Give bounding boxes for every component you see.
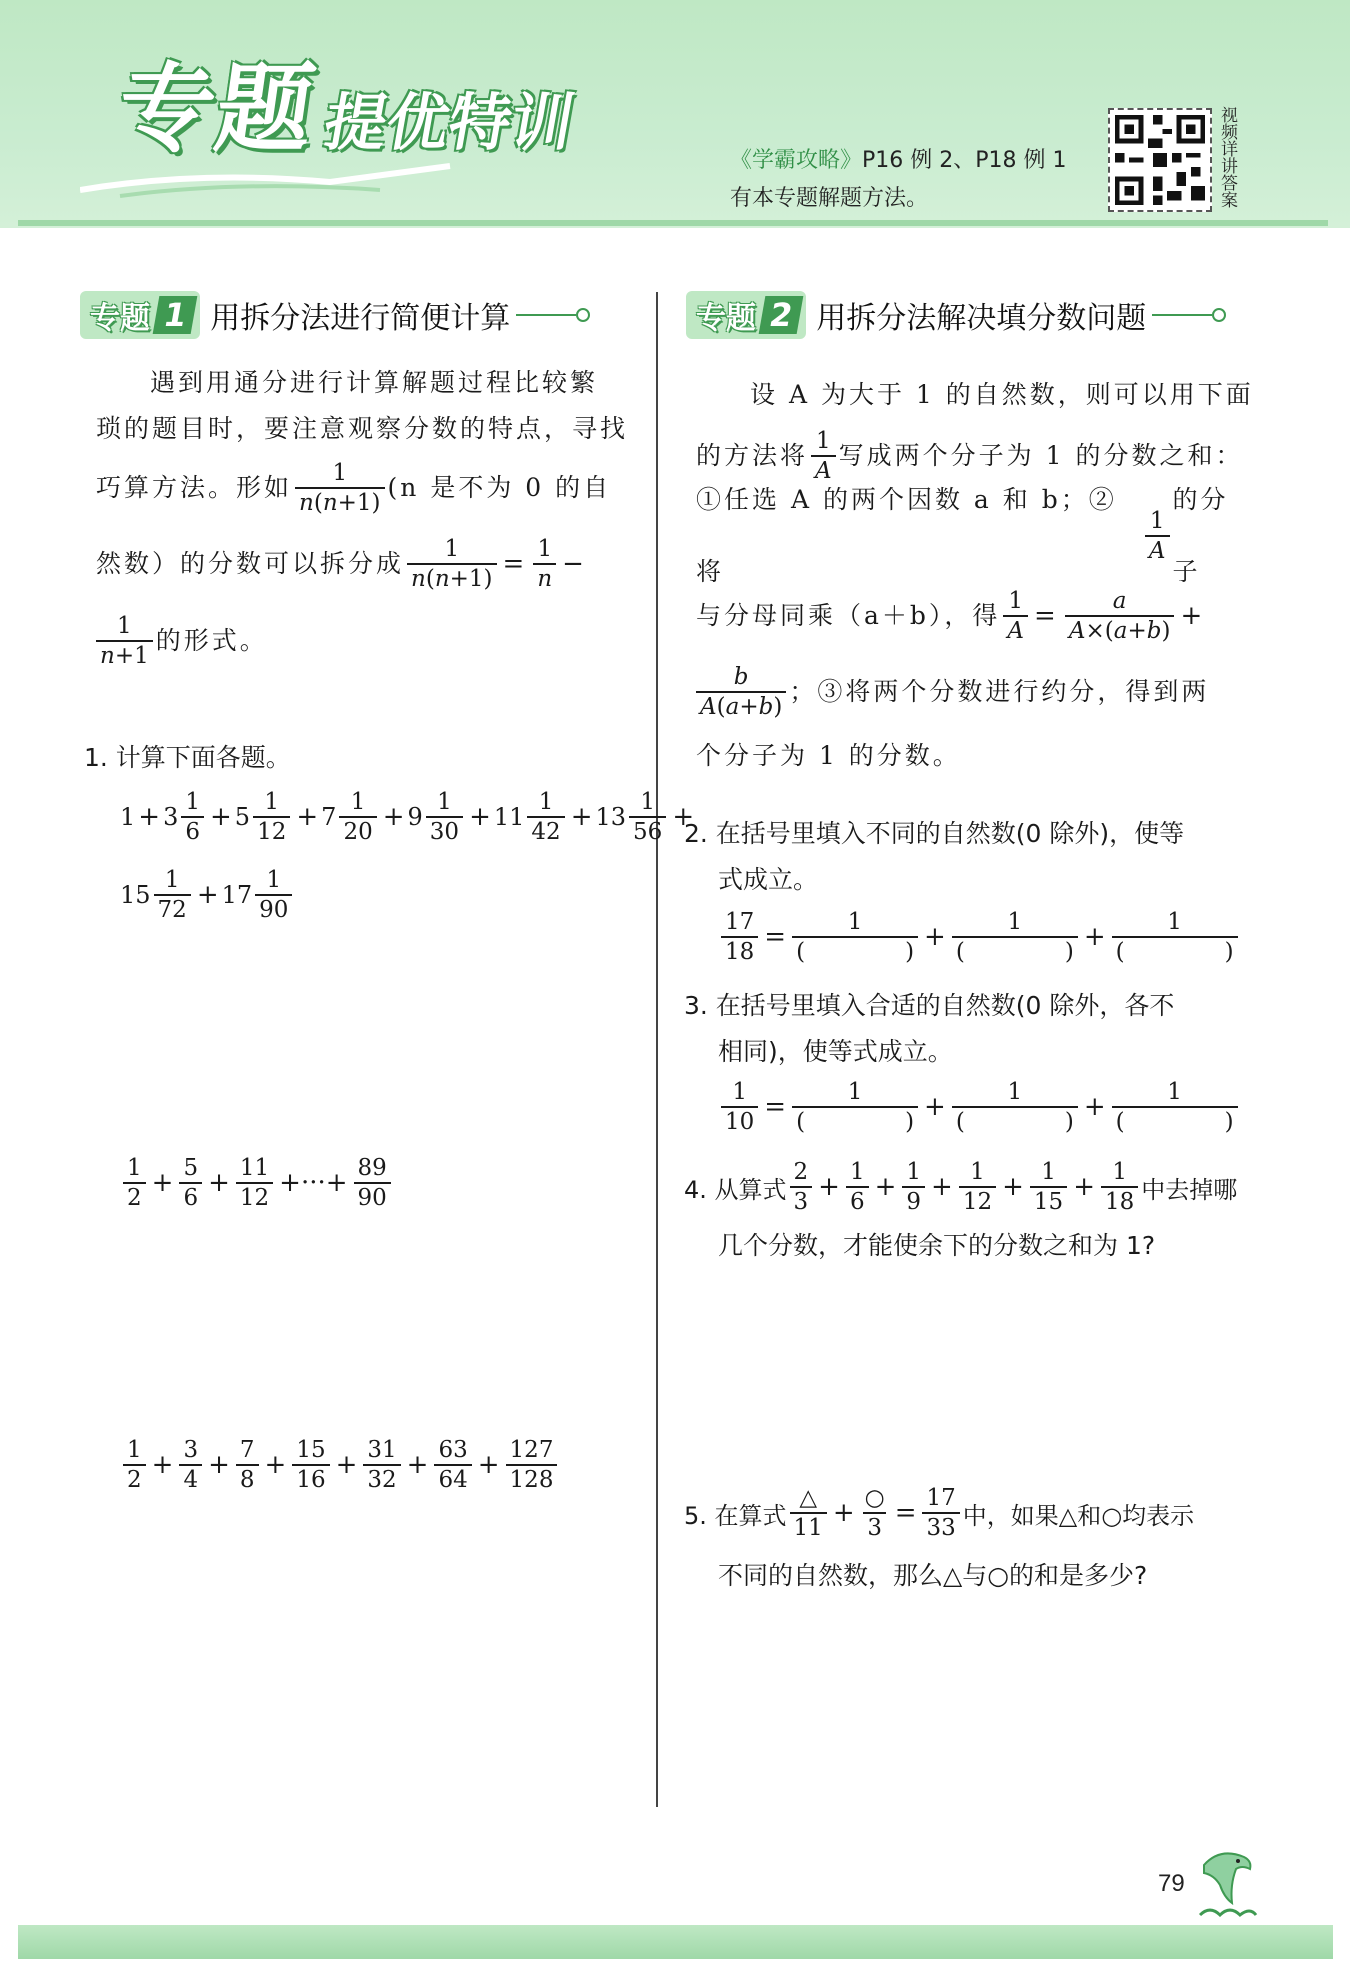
banner-title	[111, 53, 580, 170]
question-5-line2: 不同的自然数，那么△与○的和是多少?	[718, 1561, 1148, 1590]
dolphin-mascot-icon	[1190, 1845, 1260, 1925]
s1-intro-line3a: 巧算方法。形如	[96, 473, 293, 502]
q3-blank-2[interactable]: $\frac{1}{( )}$	[952, 1078, 1078, 1136]
column-divider	[656, 292, 658, 1807]
section1-number: 1	[153, 296, 198, 334]
reference-line2: 有本专题解题方法。	[730, 186, 929, 211]
section2-title: 用拆分法解决填分数问题	[816, 301, 1147, 336]
q2-equation: $\frac{17}{18}$ = $\frac{1}{( )}$ + $\frac{1}{( )}$ + $\frac{1}{( )}$	[718, 908, 1241, 966]
q5-line1a: 5. 在算式	[684, 1501, 787, 1530]
question-4-line2: 几个分数，才能使余下的分数之和为 1?	[718, 1231, 1156, 1260]
section2-header	[686, 288, 1266, 342]
section1-dot	[576, 308, 590, 322]
header-banner	[0, 0, 1350, 228]
q4-line1b: 中去掉哪	[1141, 1175, 1238, 1204]
section1-intro	[96, 360, 636, 678]
s2-intro-line3: ①任选 A 的两个因数 a 和 b；②将 $\frac{1}{A}$ 的分子	[696, 494, 1256, 578]
section1-tag-text: 专题	[90, 301, 150, 336]
section2-number: 2	[759, 296, 804, 334]
question-2-line2: 式成立。	[718, 865, 819, 894]
s1-intro-line4: 然数）的分数可以拆分成 $\frac{1}{n(n+1)}$ = $\frac{1}{n}$ −	[96, 524, 636, 604]
fraction-1-over-n: $\frac{1}{n}$	[533, 535, 556, 593]
section2-dot	[1212, 308, 1226, 322]
qr-code-icon[interactable]	[1108, 108, 1212, 212]
question-1-label: 1. 计算下面各题。	[84, 743, 291, 772]
page-number: 79	[1158, 1870, 1185, 1897]
q4-line1a: 4. 从算式	[684, 1175, 787, 1204]
question-2-line1: 2. 在括号里填入不同的自然数(0 除外)，使等	[684, 819, 1185, 848]
qr-label: 视频详讲答案	[1217, 106, 1237, 208]
s2-intro-line3b: 的分子	[1172, 485, 1229, 586]
s2-intro-line5: $\frac{b}{A(a+b)}$ ；③将两个分数进行约分，得到两	[696, 654, 1256, 730]
s2-intro-line1: 设 A 为大于 1 的自然数，则可以用下面	[750, 380, 1254, 409]
s1-intro-line5-text: 的形式。	[155, 626, 268, 655]
s1-intro-line3b: (n 是不为 0 的自	[387, 473, 612, 502]
section2-tag	[686, 291, 806, 339]
q2-blank-3[interactable]: $\frac{1}{( )}$	[1112, 908, 1238, 966]
q3-blank-1[interactable]: $\frac{1}{( )}$	[792, 1078, 918, 1136]
s2-intro-line2a: 的方法将	[696, 441, 809, 470]
reference-book: 《学霸攻略》	[730, 148, 863, 173]
section2-tag-text: 专题	[696, 301, 756, 336]
q1-expression-a-line2: 15 $\frac{1}{72}$ + 17 $\frac{1}{90}$	[120, 866, 295, 924]
q1-expression-c: $\frac{1}{2}$ + $\frac{3}{4}$ + $\frac{7}{8}$ + $\frac{15}{16}$ + $\frac{31}{32}$ + $\frac{63}{64}$ + $\frac{127}{128}$	[120, 1436, 560, 1494]
question-3-line1: 3. 在括号里填入合适的自然数(0 除外，各不	[684, 991, 1175, 1020]
question-4-line1: 4. 从算式 $\frac{2}{3}$ + $\frac{1}{6}$ + $\frac{1}{9}$ + $\frac{1}{12}$ + $\frac{1}{15}$ + $\frac{1}{18}$ 中去掉哪	[684, 1159, 1238, 1215]
q3-blank-3[interactable]: $\frac{1}{( )}$	[1112, 1078, 1238, 1136]
section1-title: 用拆分法进行简便计算	[210, 301, 511, 336]
s2-intro-line2b: 写成两个分子为 1 的分数之和：	[838, 441, 1244, 470]
s2-intro-line4: 与分母同乘（a＋b），得 $\frac{1}{A}$ = $\frac{a}{A\times(a+b)}$ +	[696, 578, 1256, 654]
fraction-split-left: $\frac{1}{n(n+1)}$	[407, 535, 497, 593]
banner-bottom-stripe	[18, 220, 1328, 226]
question-3-line2: 相同)，使等式成立。	[718, 1037, 953, 1066]
q5-line1b: 中，如果△和○均表示	[962, 1501, 1195, 1530]
section1-line	[516, 314, 576, 316]
s1-intro-line5	[96, 604, 636, 678]
section1-tag	[80, 291, 200, 339]
s2-intro-line3a: ①任选 A 的两个因数 a 和 b；②将	[696, 485, 1117, 586]
s2-intro-line4a: 与分母同乘（a＋b），得	[696, 601, 1001, 630]
section2-line	[1152, 314, 1212, 316]
banner-title-main: 专题	[111, 53, 323, 165]
s2-intro-line5b: ；③将两个分数进行约分，得到两	[789, 677, 1210, 706]
q3-equation: $\frac{1}{10}$ = $\frac{1}{( )}$ + $\frac{1}{( )}$ + $\frac{1}{( )}$	[718, 1078, 1241, 1136]
s1-intro-line2: 琐的题目时，要注意观察分数的特点，寻找	[96, 414, 629, 443]
banner-title-sub: 提优特训	[318, 86, 580, 159]
q1-expression-b: $\frac{1}{2}$ + $\frac{5}{6}$ + $\frac{11}{12}$ +···+ $\frac{89}{90}$	[120, 1154, 394, 1212]
s2-intro-line6: 个分子为 1 的分数。	[696, 741, 961, 770]
s1-intro-line3	[96, 452, 636, 524]
reference-pages: P16 例 2、P18 例 1	[862, 148, 1067, 173]
q2-blank-2[interactable]: $\frac{1}{( )}$	[952, 908, 1078, 966]
q1-expression-a-line1: 1 + 3 $\frac{1}{6}$ + 5 $\frac{1}{12}$ + 7 $\frac{1}{20}$ + 9 $\frac{1}{30}$ + 11 $\frac{1}{42}$ + 13 $\frac{1}{56}$ +	[120, 789, 695, 845]
reference-note	[730, 142, 1067, 218]
s1-intro-line4a: 然数）的分数可以拆分成	[96, 549, 405, 578]
fraction-1-over-n-plus-1: $\frac{1}{n+1}$	[96, 612, 153, 670]
footer-band	[18, 1925, 1333, 1959]
question-5-line1: 5. 在算式 $\frac{\triangle}{11}$ + $\frac{○}{3}$ = $\frac{17}{33}$ 中，如果△和○均表示	[684, 1485, 1195, 1541]
q2-blank-1[interactable]: $\frac{1}{( )}$	[792, 908, 918, 966]
s1-intro-line1: 遇到用通分进行计算解题过程比较繁	[150, 368, 599, 397]
fraction-1-over-n-n-plus-1: $\frac{1}{n(n+1)}$	[295, 459, 385, 517]
section1-header	[80, 288, 640, 342]
s2-intro-line2: 的方法将 $\frac{1}{A}$ 写成两个分子为 1 的分数之和：	[696, 418, 1256, 494]
section2-intro	[696, 372, 1256, 782]
